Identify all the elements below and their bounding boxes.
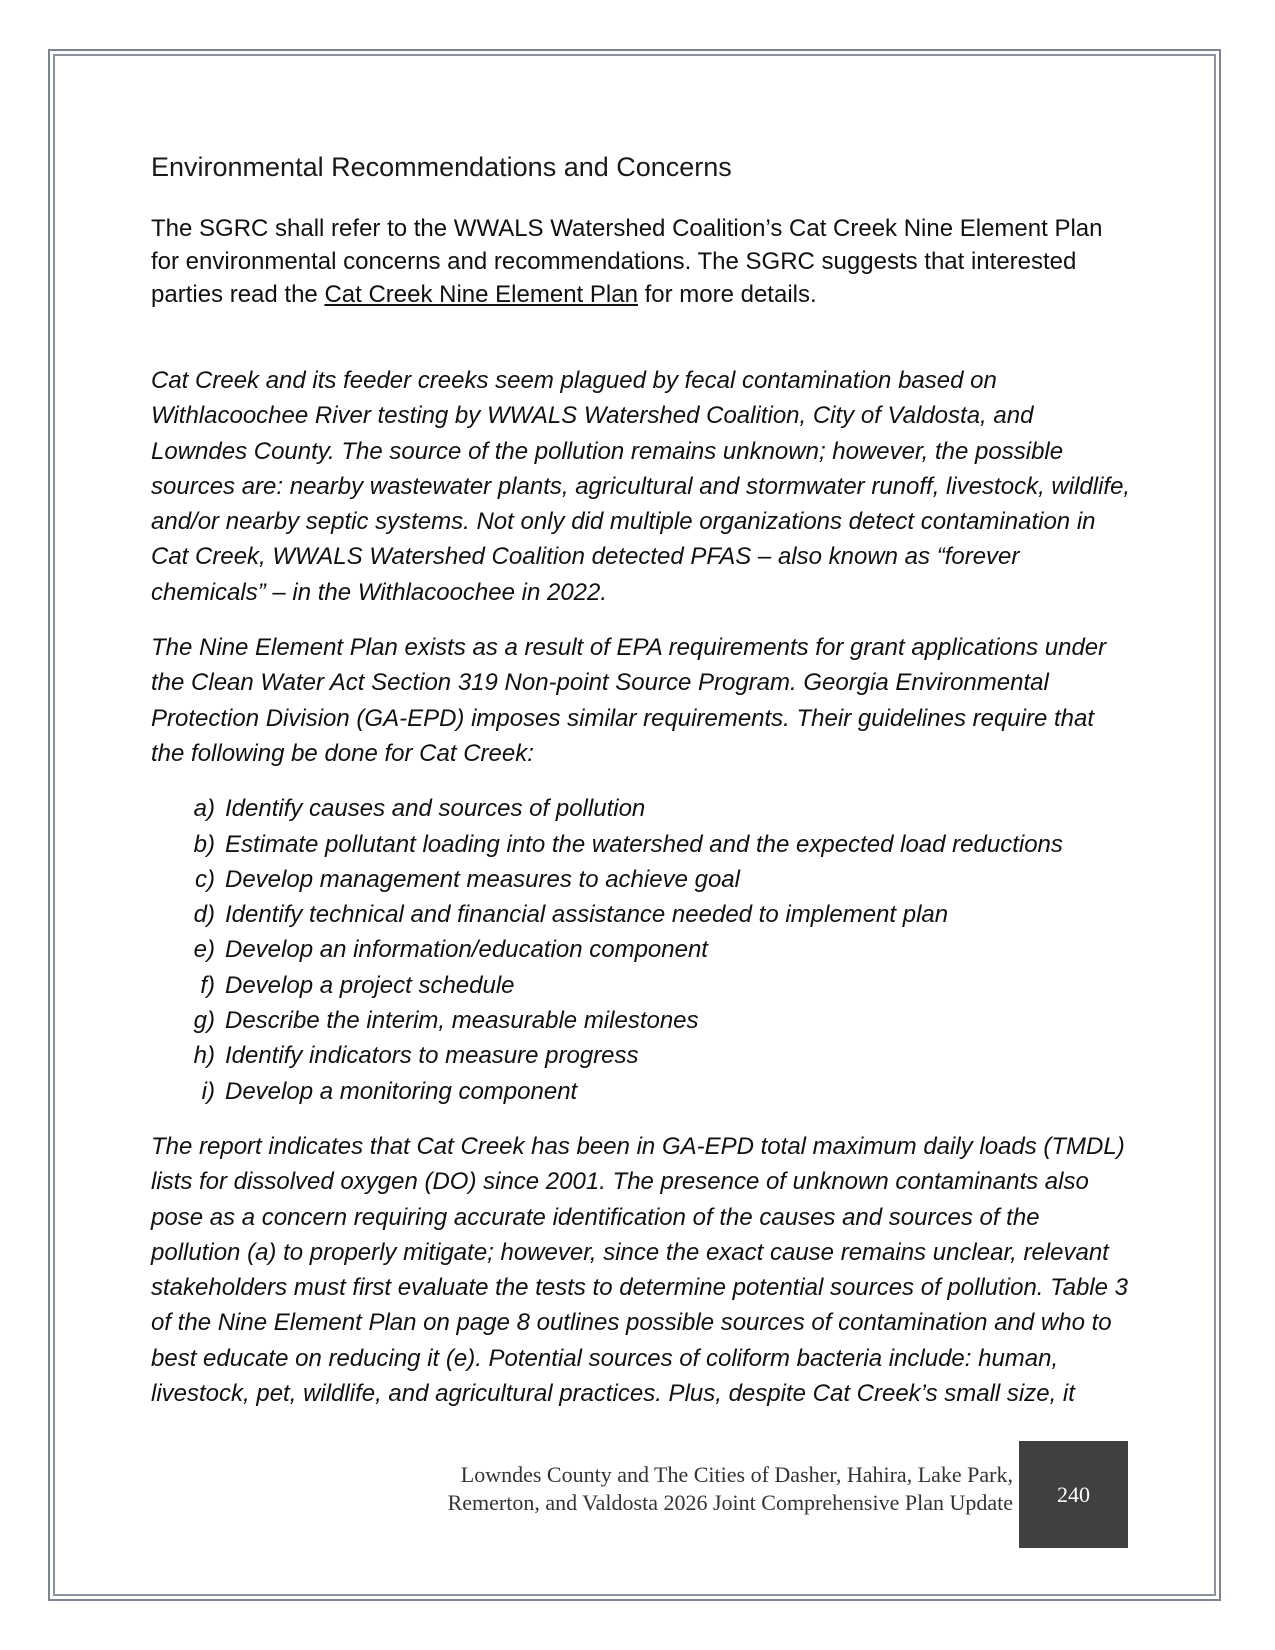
list-item-text: Develop a project schedule [225, 971, 515, 999]
intro-text-before-link: The SGRC shall refer to the WWALS Watershed Coalition’s Cat Creek Nine Element Plan for environmental concerns and recommendations. The SGRC suggests that interested parties read the [151, 215, 1103, 308]
list-item-marker: g) [193, 1007, 215, 1035]
footer-line-1: Lowndes County and The Cities of Dasher, Hahira, Lake Park, [460, 1462, 1013, 1487]
list-item [151, 968, 1131, 1003]
list-item-text: Identify causes and sources of pollution [225, 795, 646, 823]
list-item-marker-wrap [151, 1003, 225, 1038]
list-item-marker: b) [193, 830, 215, 858]
cat-creek-plan-link[interactable]: Cat Creek Nine Element Plan [324, 281, 638, 308]
list-item-text: Identify technical and financial assistance needed to implement plan [225, 901, 949, 929]
list-item-text: Develop an information/education component [225, 936, 708, 964]
intro-text-after-link: for more details. [637, 281, 817, 308]
tmdl-paragraph: The report indicates that Cat Creek has been in GA-EPD total maximum daily loads (TMDL) lists for dissolved oxygen (DO) since 2001. The presence of unknown contaminants also pose as a concern requiring accurate identification of the causes and sources of the pollution (a) to properly mitigate; however, since the exact cause remains unclear, relevant stakeholders must first evaluate the tests to determine potential sources of pollution. Table 3 of the Nine Element Plan on page 8 outlines possible sources of contamination and who to best educate on reducing it (e). Potential sources of coliform bacteria include: human, livestock, pet, wildlife, and agricultural practices. Plus, despite Cat Creek’s small size, it [151, 1132, 1128, 1408]
list-item-marker-wrap [151, 862, 225, 897]
list-item [151, 791, 1131, 826]
nine-element-plan-paragraph: The Nine Element Plan exists as a result of EPA requirements for grant applications under the Clean Water Act Section 319 Non-point Source Program. Georgia Environmental Protection Division (GA-EPD) imposes similar requirements. Their guidelines require that the following be done for Cat Creek: [151, 634, 1107, 767]
list-item-marker-wrap [151, 897, 225, 932]
list-item-marker: h) [193, 1042, 215, 1070]
list-item-text: Identify indicators to measure progress [225, 1042, 639, 1070]
list-item-marker: f) [200, 971, 215, 999]
list-item [151, 1074, 1131, 1109]
list-item [151, 1038, 1131, 1073]
list-item-marker-wrap [151, 791, 225, 826]
list-item-marker-wrap [151, 932, 225, 967]
list-item-text: Develop management measures to achieve goal [225, 865, 740, 893]
list-item [151, 897, 1131, 932]
footer-plan-title [313, 1461, 1013, 1517]
list-item-marker-wrap [151, 827, 225, 862]
contamination-paragraph: Cat Creek and its feeder creeks seem plagued by fecal contamination based on Withlacoochee River testing by WWALS Watershed Coalition, City of Valdosta, and Lowndes County. The source of the pollution remains unknown; however, the possible sources are: nearby wastewater plants, agricultural and stormwater runoff, livestock, wildlife, and/or nearby septic systems. Not only did multiple organizations detect contamination in Cat Creek, WWALS Watershed Coalition detected PFAS – also known as “forever chemicals” – in the Withlacoochee in 2022. [151, 367, 1131, 606]
list-item-marker: c) [195, 865, 215, 893]
list-item [151, 862, 1131, 897]
list-item-marker-wrap [151, 968, 225, 1003]
list-item-marker: a) [193, 795, 215, 823]
list-item-text: Estimate pollutant loading into the watershed and the expected load reductions [225, 830, 1063, 858]
intro-paragraph [151, 212, 1131, 311]
page-number: 240 [1057, 1481, 1090, 1507]
page-content [151, 150, 1131, 1431]
list-item [151, 932, 1131, 967]
list-item-marker-wrap [151, 1074, 225, 1109]
page-title: Environmental Recommendations and Concerns [151, 152, 732, 182]
footer-line-2: Remerton, and Valdosta 2026 Joint Comprehensive Plan Update [447, 1490, 1013, 1515]
list-item-marker: e) [193, 936, 215, 964]
list-item-text: Describe the interim, measurable milestones [225, 1007, 699, 1035]
list-item-marker-wrap [151, 1038, 225, 1073]
page-number-badge [1019, 1441, 1128, 1548]
list-item-marker: i) [201, 1077, 215, 1105]
list-item [151, 827, 1131, 862]
list-item [151, 1003, 1131, 1038]
requirements-list [151, 791, 1131, 1109]
list-item-marker: d) [193, 901, 215, 929]
list-item-text: Develop a monitoring component [225, 1077, 578, 1105]
